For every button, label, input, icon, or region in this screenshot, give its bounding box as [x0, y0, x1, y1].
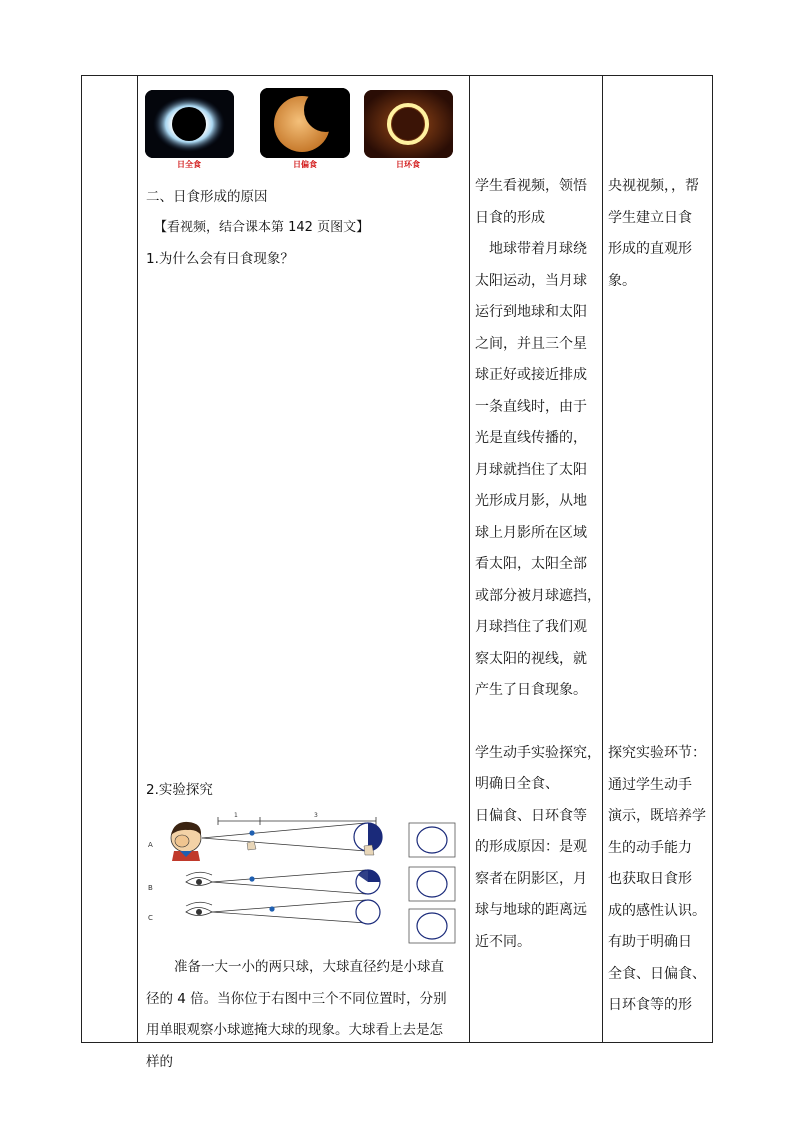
text-line: 学生看视频，领悟	[475, 178, 587, 194]
column-divider	[602, 76, 603, 1042]
experiment-paragraph: 准备一大一小的两只球，大球直径约是小球直径的 4 倍。当你位于右图中三个不同位置时，分别用单眼观察小球遮掩大球的现象。大球看上去是怎样的	[146, 959, 447, 1070]
text-line: 球上月影所在区域	[475, 524, 587, 541]
eye-c	[186, 902, 212, 915]
content-column	[138, 76, 469, 1070]
text-line: 光形成月影，从地	[475, 493, 587, 509]
text-line: 球正好或接近排成	[475, 367, 587, 383]
text-line: 生的动手能力	[608, 839, 692, 856]
distance-label-3: 3	[314, 812, 318, 819]
text-line: 成的感性认识。	[608, 902, 706, 919]
question-2: 2.实验探究	[146, 782, 213, 798]
text-line: 察太阳的视线，就	[475, 650, 587, 667]
experiment-activity	[475, 738, 601, 959]
text-line: 也获取日食形	[608, 871, 692, 887]
text-line: 月球挡住了我们观	[475, 619, 587, 635]
distance-label-1: 1	[234, 812, 238, 819]
text-line: 之间，并且三个星	[475, 335, 587, 352]
eye-b	[186, 872, 212, 885]
position-label-c: C	[148, 914, 153, 922]
text-line: 演示，既培养学	[608, 808, 706, 824]
student-activity-intro	[475, 171, 601, 234]
design-intent-column	[608, 171, 712, 1022]
text-line: 的形成原因：是观	[475, 839, 587, 855]
position-label-b: B	[148, 884, 153, 892]
question-1: 1.为什么会有日食现象？	[146, 251, 294, 267]
text-line: 通过学生动手	[608, 776, 692, 793]
text-line: 月球就挡住了太阳	[475, 461, 587, 478]
text-line: 太阳运动，当月球	[475, 272, 587, 289]
text-line: 学生动手实验探究，	[475, 744, 601, 761]
text-line: 察者在阴影区，月	[475, 870, 587, 887]
text-line: 央视视频，，帮	[608, 178, 699, 194]
experiment-diagram	[144, 809, 464, 949]
video-intent	[608, 171, 712, 297]
instruction-text: 【看视频，结合课本第 142 页图文】	[154, 220, 370, 235]
text-line: 日环食等的形	[608, 997, 692, 1013]
text-line: 形成的直观形	[608, 241, 692, 257]
text-line: 地球带着月球绕	[489, 241, 587, 257]
text-line: 象。	[608, 272, 636, 289]
text-line: 产生了日食现象。	[475, 682, 587, 698]
text-line: 光是直线传播的，	[475, 430, 587, 446]
text-line: 全食、日偏食、	[608, 965, 706, 982]
annular-eclipse-caption: 日环食	[396, 160, 420, 169]
total-eclipse-caption: 日全食	[177, 160, 201, 169]
section-title: 二、日食形成的原因	[146, 189, 268, 205]
lesson-table	[81, 75, 713, 1070]
text-line: 近不同。	[475, 933, 531, 950]
text-line: 球与地球的距离远	[475, 902, 587, 918]
text-line: 学生建立日食	[608, 209, 692, 226]
column-divider	[469, 76, 470, 1042]
partial-eclipse-photo	[260, 88, 350, 158]
child-figure	[171, 822, 201, 861]
eclipse-explanation	[475, 234, 601, 707]
text-line: 明确日全食、	[475, 776, 559, 792]
total-eclipse-photo	[145, 90, 234, 158]
partial-eclipse-caption: 日偏食	[293, 160, 317, 169]
text-line: 日食的形成	[475, 209, 545, 226]
text-line: 或部分被月球遮挡，	[475, 587, 601, 604]
text-line: 日偏食、日环食等	[475, 807, 587, 824]
position-label-a: A	[148, 841, 153, 849]
student-activity-column	[475, 171, 601, 958]
text-line: 有助于明确日	[608, 934, 692, 950]
text-line: 一条直线时，由于	[475, 398, 587, 415]
experiment-intent	[608, 738, 712, 1022]
text-line: 运行到地球和太阳	[475, 304, 587, 320]
annular-eclipse-photo	[364, 90, 453, 158]
text-line: 看太阳，太阳全部	[475, 556, 587, 572]
text-line: 探究实验环节：	[608, 745, 706, 761]
